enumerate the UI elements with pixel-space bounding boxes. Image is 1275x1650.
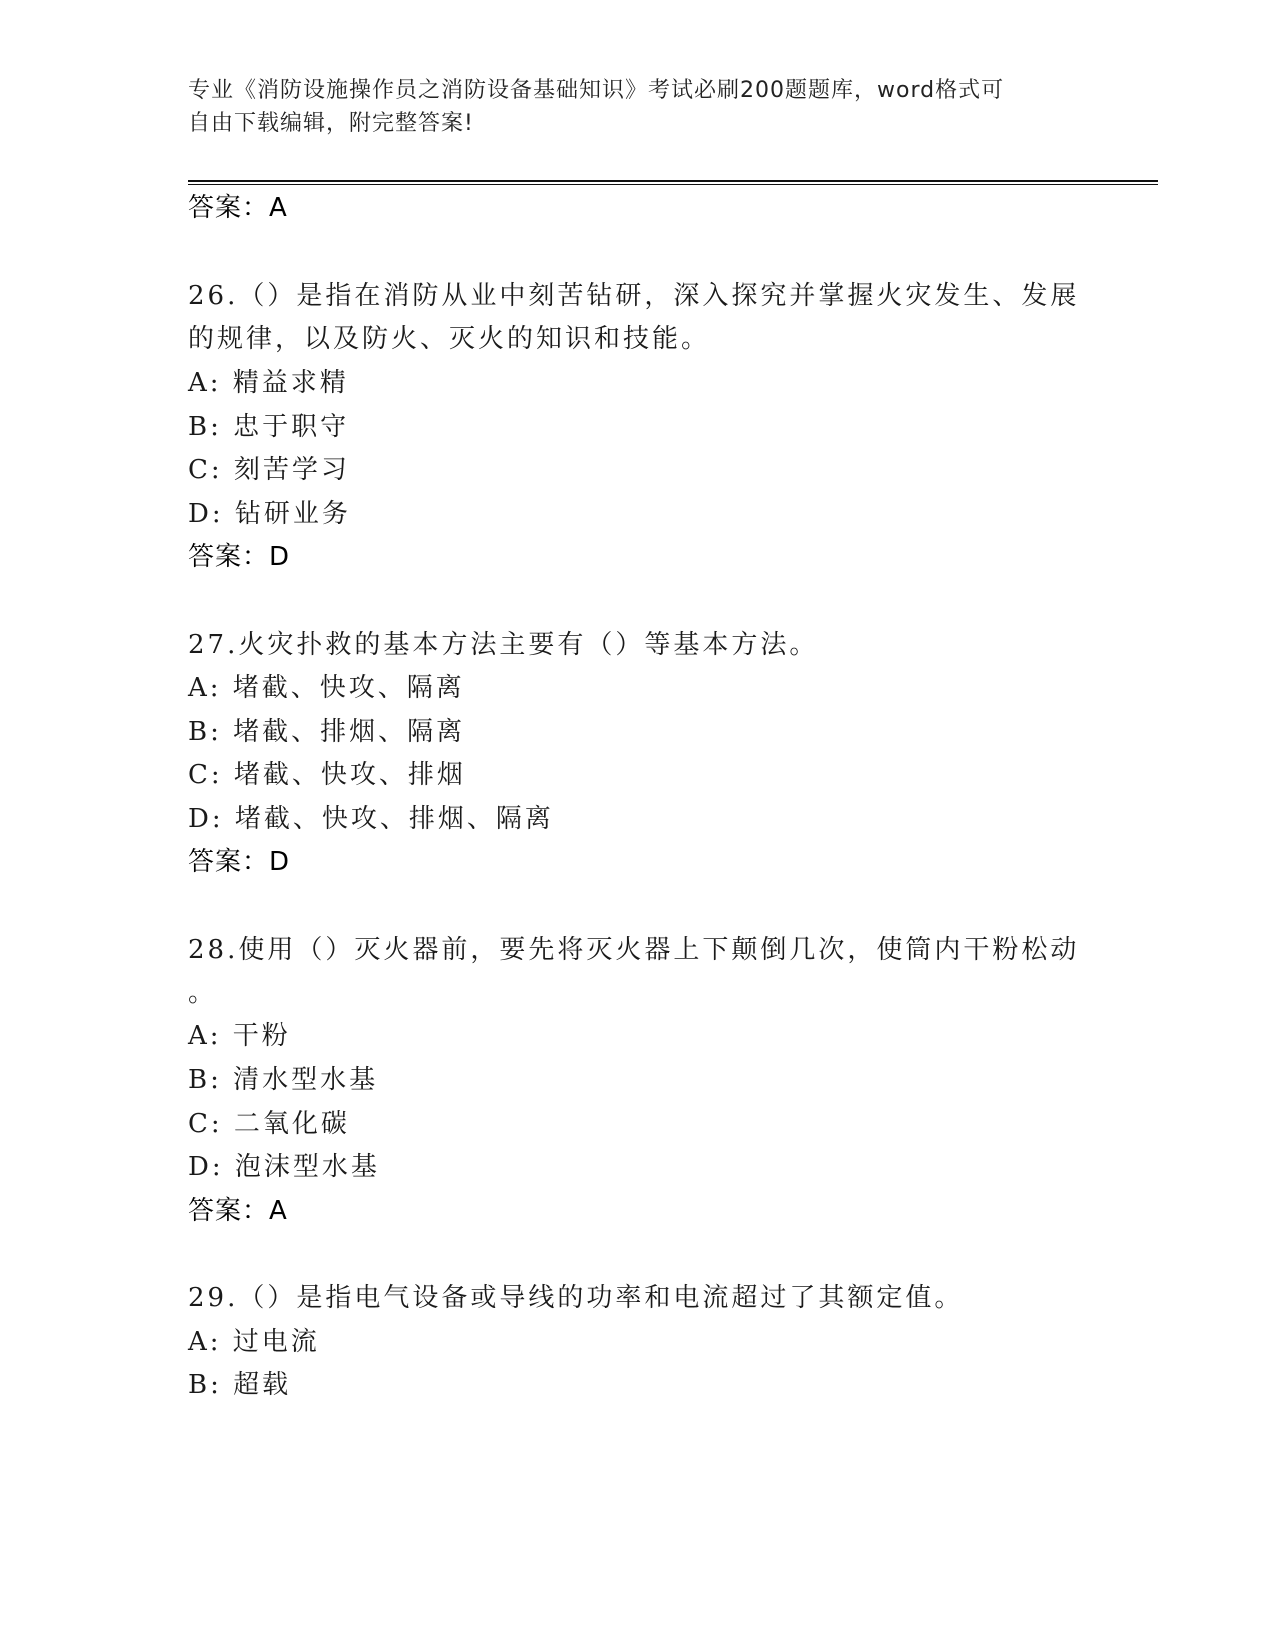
header-divider-thick	[188, 180, 1158, 182]
question-27-option-c: C: 堵截、快攻、排烟	[188, 760, 466, 790]
question-28-stem-line-2: 。	[188, 978, 218, 1008]
question-28-answer: 答案：A	[188, 1196, 288, 1226]
question-26-option-c: C: 刻苦学习	[188, 455, 350, 485]
header-title-line-2: 自由下载编辑，附完整答案!	[188, 111, 474, 136]
question-27-option-b: B: 堵截、排烟、隔离	[188, 717, 466, 747]
question-28-option-a: A: 干粉	[188, 1021, 291, 1051]
question-29-option-b: B: 超载	[188, 1370, 292, 1400]
question-26-option-d: D: 钻研业务	[188, 499, 351, 529]
document-header	[188, 74, 1068, 140]
question-27-option-d: D: 堵截、快攻、排烟、隔离	[188, 804, 554, 834]
question-26-option-a: A: 精益求精	[188, 368, 349, 398]
previous-answer: 答案：A	[188, 193, 288, 223]
question-26-option-b: B: 忠于职守	[188, 412, 350, 442]
question-26-stem-line-2: 的规律，以及防火、灭火的知识和技能。	[188, 324, 711, 354]
question-27-stem-line-1: 27.火灾扑救的基本方法主要有（）等基本方法。	[188, 630, 819, 660]
question-29-stem-line-1: 29.（）是指电气设备或导线的功率和电流超过了其额定值。	[188, 1283, 964, 1313]
question-28-stem-line-1: 28.使用（）灭火器前，要先将灭火器上下颠倒几次，使筒内干粉松动	[188, 935, 1080, 965]
header-title-line-1: 专业《消防设施操作员之消防设备基础知识》考试必刷200题题库，word格式可	[188, 78, 1005, 103]
question-26-stem-line-1: 26.（）是指在消防从业中刻苦钻研，深入探究并掌握火灾发生、发展	[188, 281, 1080, 311]
question-27-answer: 答案：D	[188, 847, 291, 877]
question-27-option-a: A: 堵截、快攻、隔离	[188, 673, 465, 703]
question-28-option-b: B: 清水型水基	[188, 1065, 379, 1095]
question-26-answer: 答案：D	[188, 542, 291, 572]
question-29-option-a: A: 过电流	[188, 1327, 320, 1357]
question-28-option-d: D: 泡沫型水基	[188, 1152, 380, 1182]
question-28-option-c: C: 二氧化碳	[188, 1109, 350, 1139]
header-divider-thin	[188, 184, 1158, 185]
